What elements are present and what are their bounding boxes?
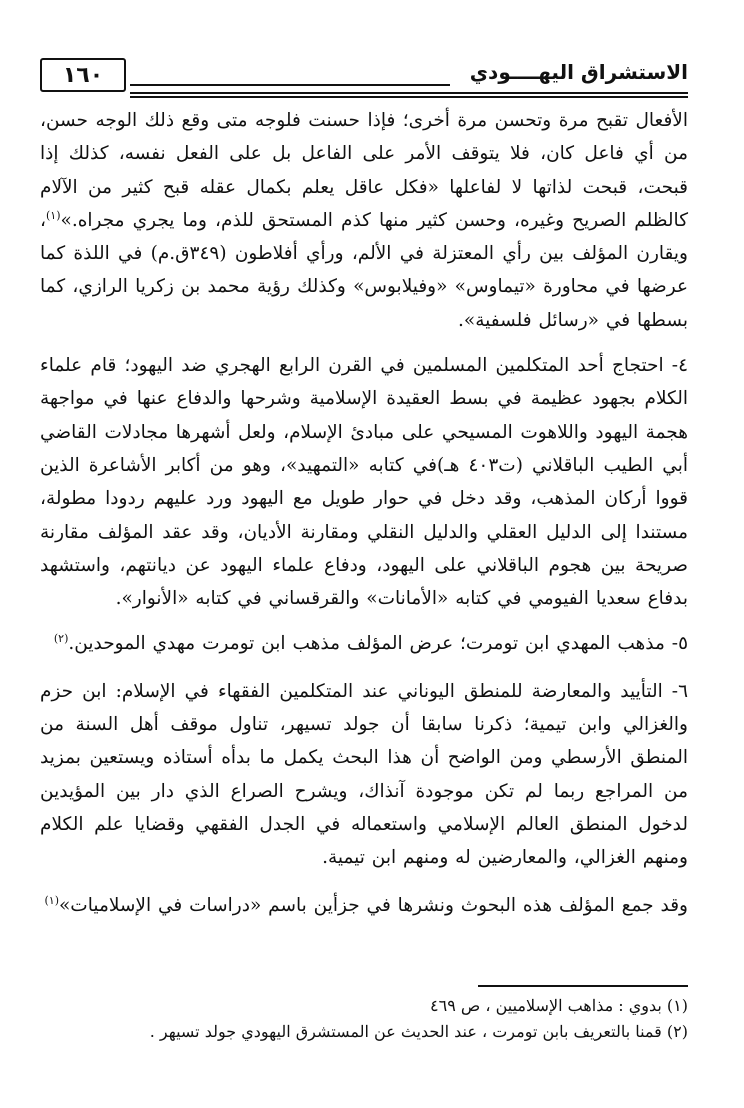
page-number: ١٦٠ [40, 58, 126, 92]
footnote-2: (٢) قمنا بالتعريف بابن تومرت ، عند الحديث عن المستشرق اليهودي جولد تسيهر . [149, 1022, 688, 1041]
footnote-1: (١) بدوي : مذاهب الإسلاميين ، ص ٤٦٩ [430, 996, 688, 1015]
paragraph-1-text-after: ، ويقارن المؤلف بين رأي المعتزلة في الألم، ورأي أفلاطون (٣٤٩ق.م) في اللذة كما عرضها في محاورة «تيماوس» «وفيلابوس» وكذلك رؤية محمد بن زكريا الرازي، كما بسطها في «رسائل فلسفية». [40, 209, 688, 331]
paragraph-3-text: ٥- مذهب المهدي ابن تومرت؛ عرض المؤلف مذهب ابن تومرت مهدي الموحدين. [68, 633, 688, 655]
footnote-ref-3[interactable]: (١) [44, 893, 59, 907]
header-rule [130, 92, 688, 94]
paragraph-2-text: ٤- احتجاج أحد المتكلمين المسلمين في القرن الرابع الهجري ضد اليهود؛ قام علماء الكلام بجهود عظيمة في بسط العقيدة الإسلامية وشرحها والدفاع عنها في مواجهة هجمة اليهود واللاهوت المسيحي على مبادئ الإسلام، ولعل أشهرها مجادلات القاضي أبي الطيب الباقلاني (ت٤٠٣ هـ)في كتابه «التمهيد»، وهو من أكابر الأشاعرة الذين قووا أركان المذهب، وقد دخل في حوار طويل مع اليهود ورد عليهم ردودا مطولة، مستندا إلى الدليل العقلي والدليل النقلي ومقارنة الأديان، وقد عقد المؤلف مقارنة صريحة بين هجوم الباقلاني على اليهود، ودفاع علماء اليهود عن ديانتهم، واستشهد بدفاع سعديا الفيومي في كتابه «الأمانات» والقرقساني في كتابه «الأنوار». [40, 355, 688, 610]
page-header [40, 58, 688, 98]
paragraph-1 [40, 104, 688, 337]
running-title: الاستشراق اليهــــودي [469, 60, 688, 84]
footnotes [40, 993, 688, 1045]
paragraph-4 [40, 675, 688, 875]
footnote-separator [478, 985, 688, 987]
footnote-ref-1[interactable]: (١) [45, 208, 61, 222]
paragraph-1-text: الأفعال تقبح مرة وتحسن مرة أخرى؛ فإذا حسنت فلوجه متى وقع ذلك الوجه حسن، من أي فاعل كان، فلا يتوقف الأمر على الفاعل بل على الفعل نفسه، كذلك إذا قبحت، قبحت لذاتها لا لفاعلها «فكل عاقل يعلم بكمال عقله قبح كثير من الآلام كالظلم الصريح وغيره، وحسن كثير منها كذم المستحق للذم، وما يجري مجراه.» [40, 110, 688, 231]
header-rule-lower [130, 96, 688, 98]
paragraph-4-text: ٦- التأييد والمعارضة للمنطق اليوناني عند المتكلمين الفقهاء في الإسلام: ابن حزم والغزالي وابن تيمية؛ ذكرنا سابقا أن جولد تسيهر، تناول موقف أهل السنة من المنطق الأرسطي ومن الواضح أن هذا البحث يكمل ما بدأه أستاذه ويستعين بمزيد من المراجع ربما لم تكن موجودة آنذاك، ويشرح الصراع الذي دار بين المؤيدين لدخول المنطق العالم الإسلامي واستعماله في الجدل الفقهي وقضايا علم الكلام ومنهم الغزالي، والمعارضين له ومنهم ابن تيمية. [40, 680, 688, 869]
paragraph-2 [40, 349, 688, 615]
header-rule-upper [130, 84, 450, 86]
body-text [40, 104, 688, 922]
footnote-ref-2[interactable]: (٢) [53, 632, 69, 646]
paragraph-5-text: وقد جمع المؤلف هذه البحوث ونشرها في جزأين باسم «دراسات في الإسلاميات» [58, 894, 688, 916]
paragraph-5 [40, 889, 688, 922]
paragraph-3 [40, 627, 688, 660]
